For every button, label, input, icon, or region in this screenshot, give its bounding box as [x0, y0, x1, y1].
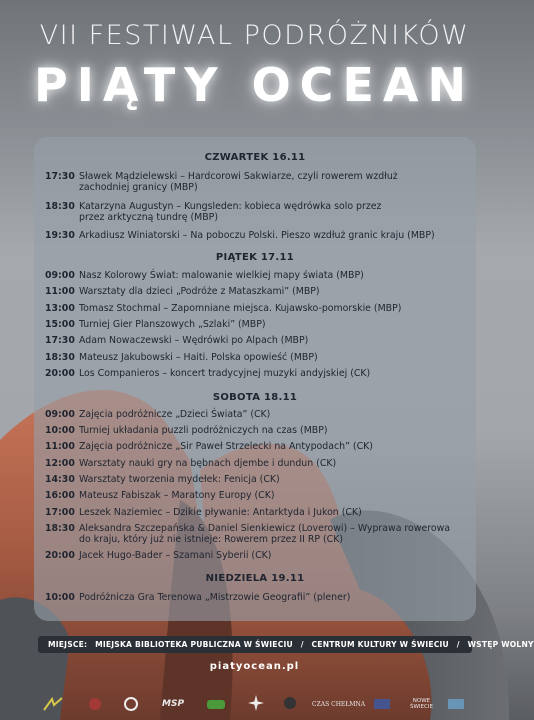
event-description — [79, 230, 471, 241]
venue-label: MIEJSCE: — [48, 640, 88, 649]
event-time: 13:00 — [45, 303, 75, 314]
website-link[interactable]: piatyocean.pl — [209, 661, 300, 672]
event-text: Warsztaty nauki gry na bębnach djembe i dundun (CK) — [79, 458, 337, 469]
logo-text-nowe: NOWE — [412, 698, 431, 704]
event-text: Jacek Hugo-Bader – Szamani Syberii (CK) — [79, 550, 272, 561]
sponsor-logo-czas-chelmna: CZAS CHEŁMNA — [312, 701, 366, 708]
event-description — [79, 286, 471, 297]
event-description — [79, 425, 471, 436]
sponsor-logo-green — [205, 696, 227, 712]
event-text: Zajęcia podróżnicze „Sir Paweł Strzelecki na Antypodach” (CK) — [79, 441, 373, 452]
venue-info-bar — [38, 636, 534, 653]
sponsor-logo-circle — [282, 695, 298, 711]
festival-name-title: PIĄTY OCEAN — [34, 58, 475, 112]
event-text: Mateusz Jakubowski – Haiti. Polska opowieść (MBP) — [79, 352, 318, 363]
event-time: 19:30 — [45, 230, 75, 241]
venue-library: MIEJSKA BIBLIOTEKA PUBLICZNA W ŚWIECIU — [95, 640, 293, 649]
event-time: 11:00 — [45, 441, 75, 452]
event-text: Arkadiusz Winiatorski – Na poboczu Polski. Pieszo wzdłuż granic kraju (MBP) — [79, 230, 435, 241]
event-text: Nasz Kolorowy Świat: malowanie wielkiej mapy świata (MBP) — [79, 270, 364, 281]
event-description — [79, 368, 471, 379]
logo-text-swiecie: ŚWIECIE — [410, 704, 433, 710]
event-text: Aleksandra Szczepańska & Daniel Sienkiewicz (Loverowi) – Wyprawa rowerowa — [79, 523, 451, 534]
event-time: 10:00 — [45, 592, 75, 603]
venue-culture-center: CENTRUM KULTURY W ŚWIECIU — [311, 640, 449, 649]
event-description — [79, 474, 471, 485]
event-text: Warsztaty tworzenia mydełek: Fenicja (CK) — [79, 474, 280, 485]
event-text-continued: przez arktyczną tundrę (MBP) — [79, 212, 218, 223]
event-description — [79, 201, 471, 223]
event-time: 18:30 — [45, 201, 75, 212]
event-description — [79, 409, 471, 420]
event-text: Leszek Naziemiec – Dzikie pływanie: Antarktyda i Jukon (CK) — [79, 507, 362, 518]
event-description — [79, 490, 471, 501]
event-text-continued: do kraju, który już nie istnieje: Rowerem przez II RP (CK) — [79, 534, 344, 545]
event-time: 11:00 — [45, 286, 75, 297]
day-heading: SOBOTA 18.11 — [212, 392, 298, 403]
day-heading: CZWARTEK 16.11 — [204, 152, 306, 163]
separator: / — [456, 640, 460, 649]
event-description — [79, 303, 471, 314]
event-description — [79, 592, 471, 603]
event-time: 09:00 — [45, 270, 75, 281]
separator: / — [300, 640, 304, 649]
event-time: 14:30 — [45, 474, 75, 485]
event-description — [79, 550, 471, 561]
event-text: Zajęcia podróżnicze „Dzieci Świata” (CK) — [79, 409, 271, 420]
event-description — [79, 523, 471, 545]
event-description — [79, 352, 471, 363]
event-text: Turniej Gier Planszowych „Szlaki” (MBP) — [79, 319, 266, 330]
event-text-continued: zachodniej granicy (MBP) — [79, 182, 198, 193]
event-text: Los Companieros – koncert tradycyjnej muzyki andyjskiej (CK) — [79, 368, 371, 379]
festival-edition-title: VII FESTIWAL PODRÓŻNIKÓW — [39, 20, 470, 51]
sponsor-logo-compass — [247, 694, 265, 712]
sponsor-logo-last — [446, 696, 466, 712]
event-text: Sławek Mądzielewski – Hardcorowi Sakwiarze, czyli rowerem wzdłuż — [79, 171, 398, 182]
event-description — [79, 171, 471, 193]
sponsor-logo-nowe-swiecie — [410, 698, 433, 710]
event-time: 18:30 — [45, 523, 75, 534]
event-text: Podróżnicza Gra Terenowa „Mistrzowie Geografii” (plener) — [79, 592, 351, 603]
event-text: Adam Nowaczewski – Wędrówki po Alpach (MBP) — [79, 335, 309, 346]
day-heading: NIEDZIELA 19.11 — [205, 573, 305, 584]
event-text: Tomasz Stochmal – Zapomniane miejsca. Kujawsko-pomorskie (MBP) — [79, 303, 402, 314]
event-description — [79, 441, 471, 452]
event-time: 17:30 — [45, 335, 75, 346]
event-description — [79, 335, 471, 346]
event-time: 17:00 — [45, 507, 75, 518]
sponsor-logos-bar — [0, 688, 509, 720]
event-time: 10:00 — [45, 425, 75, 436]
event-text: Warsztaty dla dzieci „Podróże z Mataszkami” (MBP) — [79, 286, 320, 297]
event-text: Mateusz Fabiszak – Maratony Europy (CK) — [79, 490, 275, 501]
event-time: 15:00 — [45, 319, 75, 330]
event-time: 12:00 — [45, 458, 75, 469]
event-description — [79, 458, 471, 469]
event-description — [79, 270, 471, 281]
event-time: 16:00 — [45, 490, 75, 501]
sponsor-logo-2 — [85, 696, 105, 712]
event-time: 17:30 — [45, 171, 75, 182]
sponsor-logo-1 — [42, 696, 64, 712]
event-time: 09:00 — [45, 409, 75, 420]
event-time: 20:00 — [45, 550, 75, 561]
event-description — [79, 319, 471, 330]
event-description — [79, 507, 471, 518]
event-text: Turniej układania puzzli podróżniczych na czas (MBP) — [79, 425, 328, 436]
sponsor-logo-blue — [372, 696, 392, 712]
event-time: 18:30 — [45, 352, 75, 363]
event-time: 20:00 — [45, 368, 75, 379]
event-text: Katarzyna Augustyn – Kungsleden: kobieca wędrówka solo przez — [79, 201, 382, 212]
day-heading: PIĄTEK 17.11 — [215, 252, 295, 263]
free-entry: WSTĘP WOLNY — [467, 640, 534, 649]
sponsor-logo-ck — [124, 697, 138, 711]
sponsor-logo-msp: MSP — [162, 699, 185, 709]
